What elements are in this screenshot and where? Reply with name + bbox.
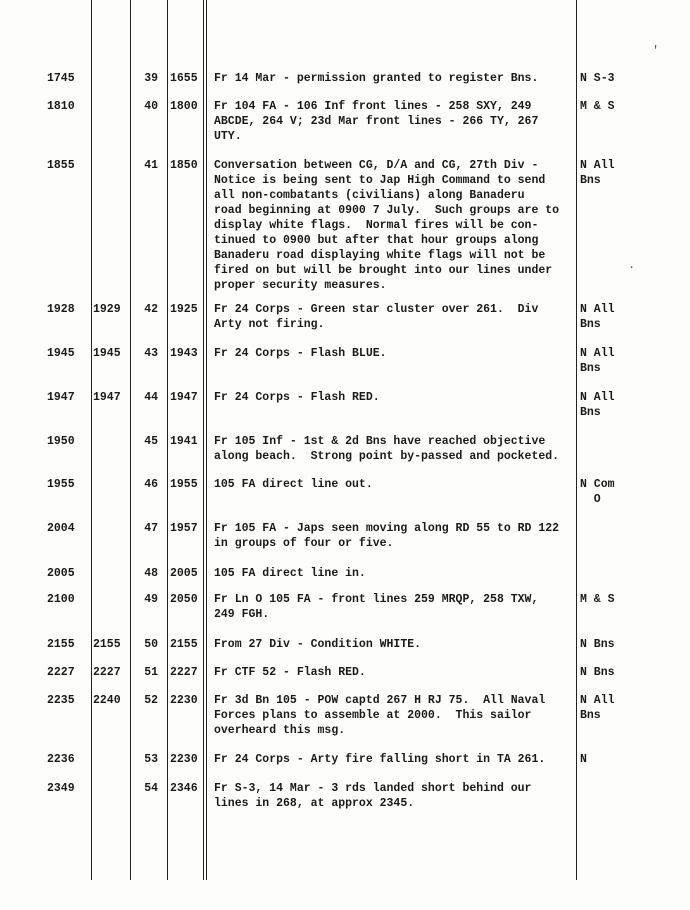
- entry-number: 48: [144, 567, 158, 580]
- entry-number: 49: [144, 593, 158, 606]
- entry-distribution: N All Bns: [580, 303, 615, 331]
- entry-number: 43: [144, 347, 158, 360]
- entry-number: 51: [144, 666, 158, 679]
- entry-distribution: N Bns: [580, 666, 615, 679]
- entry-time: 2100: [47, 593, 75, 606]
- column-rule: [130, 0, 131, 880]
- entry-message: Fr CTF 52 - Flash RED.: [214, 666, 366, 679]
- entry-time: 1950: [47, 435, 75, 448]
- entry-number: 40: [144, 100, 158, 113]
- column-rule: [91, 0, 92, 880]
- margin-tick: .: [628, 258, 636, 272]
- entry-number: 53: [144, 753, 158, 766]
- entry-number: 41: [144, 159, 158, 172]
- entry-number: 45: [144, 435, 158, 448]
- entry-time-received: 2230: [170, 694, 198, 707]
- entry-time-received: 1947: [170, 391, 198, 404]
- entry-message: Fr Ln O 105 FA - front lines 259 MRQP, 258 TXW, 249 FGH.: [214, 593, 539, 621]
- entry-message: Fr 3d Bn 105 - POW captd 267 H RJ 75. All Naval Forces plans to assemble at 2000. This sailor overheard this msg.: [214, 694, 546, 737]
- entry-time-received: 1941: [170, 435, 198, 448]
- entry-time-received: 1925: [170, 303, 198, 316]
- entry-time-received: 1943: [170, 347, 198, 360]
- column-rule: [206, 0, 207, 880]
- entry-message: From 27 Div - Condition WHITE.: [214, 638, 422, 651]
- entry-message: Fr 105 FA - Japs seen moving along RD 55 to RD 122 in groups of four or five.: [214, 522, 560, 550]
- entry-distribution: N All Bns: [580, 694, 615, 722]
- column-rule: [576, 0, 577, 880]
- entry-time-delivered: 2227: [93, 666, 121, 679]
- entry-time-received: 2227: [170, 666, 198, 679]
- entry-time-received: 1850: [170, 159, 198, 172]
- entry-time: 2155: [47, 638, 75, 651]
- entry-message: 105 FA direct line out.: [214, 478, 373, 491]
- entry-message: 105 FA direct line in.: [214, 567, 366, 580]
- entry-time: 1945: [47, 347, 75, 360]
- entry-number: 39: [144, 72, 158, 85]
- entry-distribution: N: [580, 753, 587, 766]
- entry-time-delivered: 1929: [93, 303, 121, 316]
- entry-number: 46: [144, 478, 158, 491]
- entry-time: 1947: [47, 391, 75, 404]
- margin-tick: ': [652, 44, 660, 58]
- entry-message: Conversation between CG, D/A and CG, 27th Div - Notice is being sent to Jap High Command to send all non-combatants (civilians) along Banaderu road beginning at 0900 7 July. Such groups are to display white flags. Normal fires will be con- tinued to 0900 but after that hour groups along Banaderu road displaying white flags will not be fired on but will be brought into our lines under proper security measures.: [214, 159, 560, 292]
- entry-number: 52: [144, 694, 158, 707]
- entry-time-delivered: 2240: [93, 694, 121, 707]
- entry-time-received: 1955: [170, 478, 198, 491]
- entry-distribution: N All Bns: [580, 347, 615, 375]
- entry-time-delivered: 1945: [93, 347, 121, 360]
- entry-number: 44: [144, 391, 158, 404]
- entry-time: 2349: [47, 782, 75, 795]
- entry-message: Fr 24 Corps - Green star cluster over 261. Div Arty not firing.: [214, 303, 539, 331]
- entry-message: Fr 14 Mar - permission granted to register Bns.: [214, 72, 539, 85]
- entry-time: 2005: [47, 567, 75, 580]
- entry-time-delivered: 1947: [93, 391, 121, 404]
- entry-time: 1928: [47, 303, 75, 316]
- entry-time: 2004: [47, 522, 75, 535]
- entry-number: 47: [144, 522, 158, 535]
- entry-number: 50: [144, 638, 158, 651]
- entry-time: 1955: [47, 478, 75, 491]
- entry-number: 42: [144, 303, 158, 316]
- entry-time-received: 1957: [170, 522, 198, 535]
- entry-message: Fr 24 Corps - Arty fire falling short in TA 261.: [214, 753, 546, 766]
- entry-message: Fr 105 Inf - 1st & 2d Bns have reached objective along beach. Strong point by-passed and pocketed.: [214, 435, 560, 463]
- entry-message: Fr 24 Corps - Flash BLUE.: [214, 347, 387, 360]
- entry-message: Fr 104 FA - 106 Inf front lines - 258 SXY, 249 ABCDE, 264 V; 23d Mar front lines - 266 TY, 267 UTY.: [214, 100, 539, 143]
- entry-distribution: N All Bns: [580, 159, 615, 187]
- entry-time-received: 2230: [170, 753, 198, 766]
- entry-time-received: 1655: [170, 72, 198, 85]
- column-rule: [167, 0, 168, 880]
- entry-distribution: N Com O: [580, 478, 615, 506]
- entry-number: 54: [144, 782, 158, 795]
- column-rule: [203, 0, 204, 880]
- entry-time-received: 2005: [170, 567, 198, 580]
- entry-message: Fr 24 Corps - Flash RED.: [214, 391, 380, 404]
- entry-time: 1745: [47, 72, 75, 85]
- entry-distribution: M & S: [580, 100, 615, 113]
- entry-time-delivered: 2155: [93, 638, 121, 651]
- entry-distribution: N S-3: [580, 72, 615, 85]
- entry-message: Fr S-3, 14 Mar - 3 rds landed short behind our lines in 268, at approx 2345.: [214, 782, 532, 810]
- entry-time: 1810: [47, 100, 75, 113]
- entry-time-received: 1800: [170, 100, 198, 113]
- entry-time-received: 2346: [170, 782, 198, 795]
- entry-time: 2227: [47, 666, 75, 679]
- entry-distribution: N All Bns: [580, 391, 615, 419]
- entry-time: 2235: [47, 694, 75, 707]
- entry-distribution: N Bns: [580, 638, 615, 651]
- entry-time-received: 2050: [170, 593, 198, 606]
- entry-time-received: 2155: [170, 638, 198, 651]
- entry-time: 2236: [47, 753, 75, 766]
- entry-time: 1855: [47, 159, 75, 172]
- entry-distribution: M & S: [580, 593, 615, 606]
